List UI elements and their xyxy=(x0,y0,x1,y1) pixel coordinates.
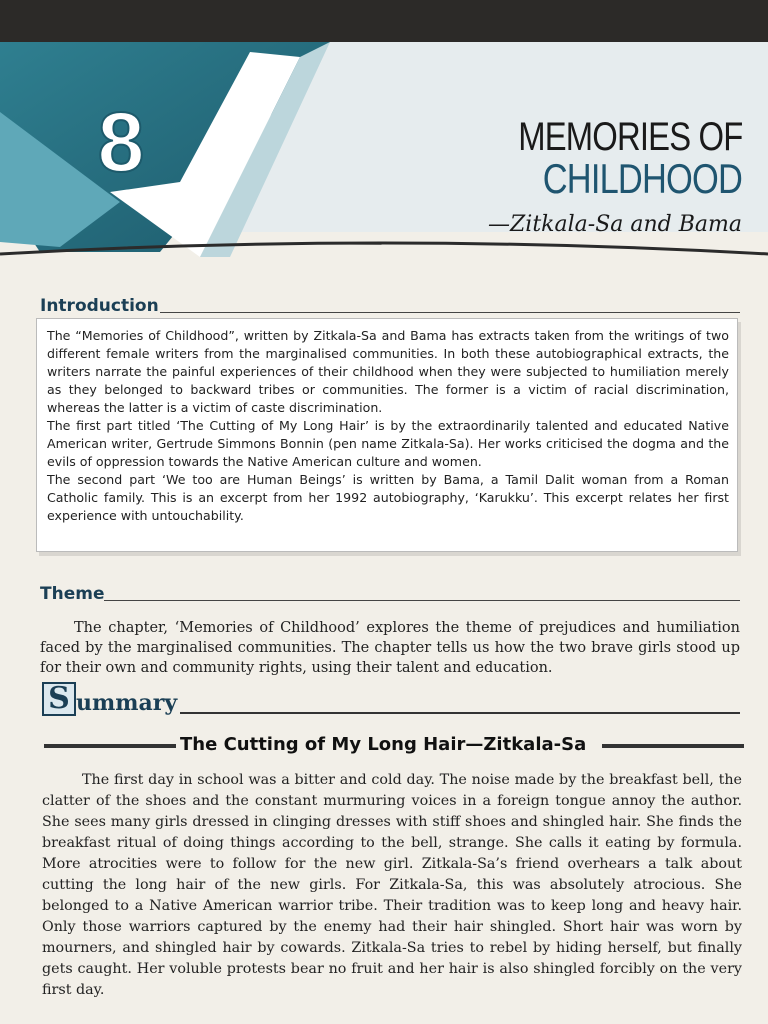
summary-initial: S xyxy=(42,682,76,716)
chapter-number: 8 xyxy=(97,95,145,189)
summary-rule xyxy=(180,712,740,714)
introduction-heading: Introduction xyxy=(40,296,159,316)
introduction-box xyxy=(36,318,738,552)
introduction-paragraph: The second part ‘We too are Human Beings’ is written by Bama, a Tamil Dalit woman from a Roman Catholic family. This is an excerpt from her 1992 autobiography, ‘Karukku’. This excerpt relates her first experience with untouchability. xyxy=(47,472,729,523)
subheading-bar-left xyxy=(44,744,176,748)
introduction-paragraph: The first part titled ‘The Cutting of My Long Hair’ is by the extraordinarily talented and educated Native American writer, Gertrude Simmons Bonnin (pen name Zitkala-Sa). Her works criticised the dogma and the evils of oppression towards the Native American culture and women. xyxy=(47,418,729,469)
introduction-paragraph: The “Memories of Childhood”, written by Zitkala-Sa and Bama has extracts taken from the writings of two different female writers from the marginalised communities. In both these autobiographical extracts, the writers narrate the painful experiences of their childhood when they were subjected to humiliation merely as they belonged to backward tribes or communities. The former is a victim of racial discrimination, whereas the latter is a victim of caste discrimination. xyxy=(47,328,729,415)
chapter-title-line2: CHILDHOOD xyxy=(542,155,742,202)
theme-heading: Theme xyxy=(40,584,105,604)
summary-heading xyxy=(42,682,177,722)
theme-text: The chapter, ‘Memories of Childhood’ explores the theme of prejudices and humiliation faced by the marginalised communities. The chapter tells us how the two brave girls stood up for their own and community rights, using their talent and education. xyxy=(40,620,740,676)
textbook-page xyxy=(0,42,768,1024)
summary-heading-rest: ummary xyxy=(76,690,178,716)
summary-text: The first day in school was a bitter and cold day. The noise made by the breakfast bell, the clatter of the shoes and the constant murmuring voices in a foreign tongue annoy the author. She sees many girls dressed in clinging dresses with stiff shoes and shingled hair. She finds the breakfast ritual of doing things according to the bell, strange. She calls it eating by formula. More atrocities were to follow for the new girl. Zitkala-Sa’s friend overhears a talk about cutting the long hair of the new girls. For Zitkala-Sa, this was absolutely atrocious. She belonged to a Native American warrior tribe. Their tradition was to keep long and heavy hair. Only those warriors captured by the enemy had their hair shingled. Short hair was worn by mourners, and shingled hair by cowards. Zitkala-Sa tries to rebel by hiding herself, but finally gets caught. Her voluble protests bear no fruit and her hair is also shingled forcibly on the very first day. xyxy=(42,772,742,998)
chapter-title-line1: MEMORIES OF xyxy=(517,115,742,159)
introduction-rule xyxy=(160,312,740,313)
introduction-text xyxy=(47,327,729,525)
subheading-bar-right xyxy=(602,744,744,748)
theme-rule xyxy=(104,600,740,601)
summary-subheading: The Cutting of My Long Hair—Zitkala-Sa xyxy=(180,734,587,755)
chapter-authors: —Zitkala-Sa and Bama xyxy=(488,212,742,237)
